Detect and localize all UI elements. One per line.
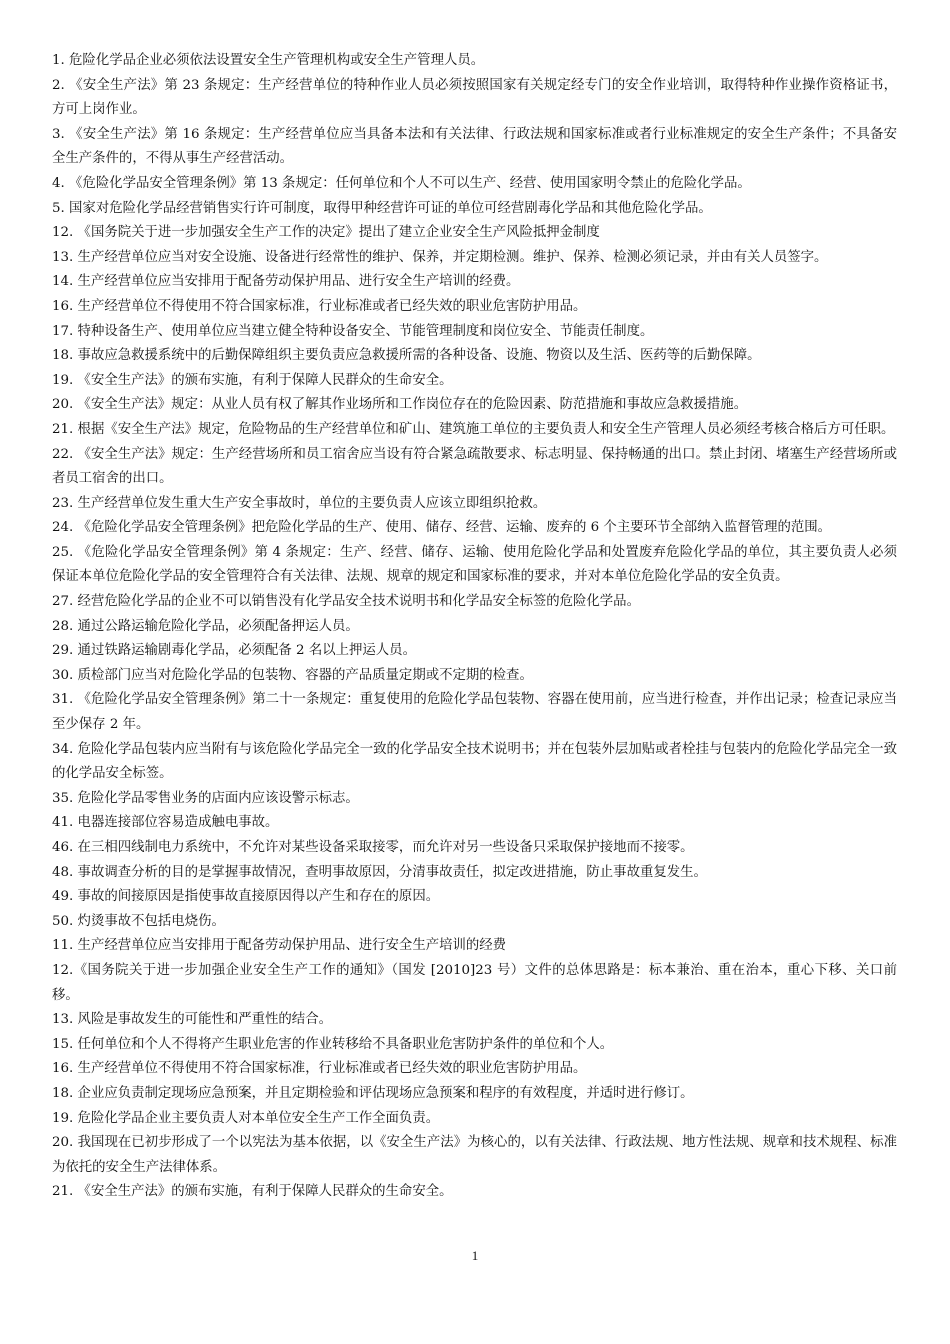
list-item: 16. 生产经营单位不得使用不符合国家标准，行业标准或者已经失效的职业危害防护用品。 <box>52 298 587 314</box>
list-item: 18. 事故应急救援系统中的后勤保障组织主要负责应急救援所需的各种设备、设施、物资以及生活、医药等的后勤保障。 <box>52 348 761 364</box>
list-item: 3. 《安全生产法》第 16 条规定：生产经营单位应当具备本法和有关法律、行政法规和国家标准或者行业标准规定的安全生产条件；不具备安全生产条件的，不得从事生产经营活动。 <box>52 126 897 167</box>
list-item: 30. 质检部门应当对危险化学品的包装物、容器的产品质量定期或不定期的检查。 <box>52 667 533 683</box>
list-item: 48. 事故调查分析的目的是掌握事故情况，查明事故原因，分清事故责任，拟定改进措施，防止事故重复发生。 <box>52 864 707 880</box>
list-item: 21. 根据《安全生产法》规定，危险物品的生产经营单位和矿山、建筑施工单位的主要负责人和安全生产管理人员必须经考核合格后方可任职。 <box>52 421 895 437</box>
list-item: 12.《国务院关于进一步加强企业安全生产工作的通知》（国发 [2010]23 号）文件的总体思路是：标本兼治、重在治本，重心下移、关口前移。 <box>52 962 897 1003</box>
list-item: 15. 任何单位和个人不得将产生职业危害的作业转移给不具备职业危害防护条件的单位和个人。 <box>52 1036 614 1052</box>
list-item: 34. 危险化学品包装内应当附有与该危险化学品完全一致的化学品安全技术说明书；并在包装外层加贴或者栓挂与包装内的危险化学品完全一致的化学品安全标签。 <box>52 741 897 782</box>
list-item: 19. 危险化学品企业主要负责人对本单位安全生产工作全面负责。 <box>52 1110 440 1126</box>
list-item: 2. 《安全生产法》第 23 条规定：生产经营单位的特种作业人员必须按照国家有关规定经专门的安全作业培训，取得特种作业操作资格证书，方可上岗作业。 <box>52 77 897 118</box>
list-item: 16. 生产经营单位不得使用不符合国家标准，行业标准或者已经失效的职业危害防护用品。 <box>52 1061 587 1077</box>
list-item: 18. 企业应负责制定现场应急预案，并且定期检验和评估现场应急预案和程序的有效程度，并适时进行修订。 <box>52 1085 694 1101</box>
list-item: 46. 在三相四线制电力系统中，不允许对某些设备采取接零，而允许对另一些设备只采取保护接地而不接零。 <box>52 840 694 855</box>
list-item: 21. 《安全生产法》的颁布实施，有利于保障人民群众的生命安全。 <box>52 1184 453 1200</box>
list-item: 4. 《危险化学品安全管理条例》第 13 条规定：任何单位和个人不可以生产、经营、使用国家明令禁止的危险化学品。 <box>52 175 751 191</box>
list-item: 49. 事故的间接原因是指使事故直接原因得以产生和存在的原因。 <box>52 889 440 905</box>
list-item: 50. 灼烫事故不包括电烧伤。 <box>52 913 225 929</box>
list-item: 1. 危险化学品企业必须依法设置安全生产管理机构或安全生产管理人员。 <box>52 53 485 68</box>
list-item: 28. 通过公路运输危险化学品，必须配备押运人员。 <box>52 618 359 634</box>
list-item: 14. 生产经营单位应当安排用于配备劳动保护用品、进行安全生产培训的经费。 <box>52 274 520 290</box>
list-item: 19. 《安全生产法》的颁布实施，有利于保障人民群众的生命安全。 <box>52 372 453 388</box>
list-item: 24. 《危险化学品安全管理条例》把危险化学品的生产、使用、储存、经营、运输、废弃的 6 个主要环节全部纳入监督管理的范围。 <box>52 520 832 536</box>
list-item: 12. 《国务院关于进一步加强安全生产工作的决定》提出了建立企业安全生产风险抵押金制度 <box>52 225 600 241</box>
list-item: 27. 经营危险化学品的企业不可以销售没有化学品安全技术说明书和化学品安全标签的危险化学品。 <box>52 594 640 610</box>
list-item: 25. 《危险化学品安全管理条例》第 4 条规定：生产、经营、储存、运输、使用危险化学品和处置废弃危险化学品的单位，其主要负责人必须保证本单位危险化学品的安全管理符合有关法律、法规、规章的规定和国家标准的要求，并对本单位危险化学品的安全负责。 <box>52 544 897 585</box>
list-item: 17. 特种设备生产、使用单位应当建立健全特种设备安全、节能管理制度和岗位安全、节能责任制度。 <box>52 323 654 339</box>
list-item: 29. 通过铁路运输剧毒化学品，必须配备 2 名以上押运人员。 <box>52 643 416 659</box>
list-item: 22. 《安全生产法》规定：生产经营场所和员工宿舍应当设有符合紧急疏散要求、标志明显、保持畅通的出口。禁止封闭、堵塞生产经营场所或者员工宿舍的出口。 <box>52 446 897 487</box>
list-item: 5. 国家对危险化学品经营销售实行许可制度，取得甲种经营许可证的单位可经营剧毒化学品和其他危险化学品。 <box>52 200 712 216</box>
page-number: 1 <box>471 1248 479 1263</box>
list-item: 31. 《危险化学品安全管理条例》第二十一条规定：重复使用的危险化学品包装物、容器在使用前，应当进行检查，并作出记录；检查记录应当至少保存 2 年。 <box>52 692 897 733</box>
document-body <box>52 49 897 1205</box>
list-item: 23. 生产经营单位发生重大生产安全事故时，单位的主要负责人应该立即组织抢救。 <box>52 495 547 511</box>
list-item: 13. 生产经营单位应当对安全设施、设备进行经常性的维护、保养，并定期检测。维护、保养、检测必须记录，并由有关人员签字。 <box>52 249 828 265</box>
list-item: 35. 危险化学品零售业务的店面内应该设警示标志。 <box>52 790 359 806</box>
list-item: 41. 电器连接部位容易造成触电事故。 <box>52 815 279 831</box>
list-item: 13. 风险是事故发生的可能性和严重性的结合。 <box>52 1012 332 1028</box>
list-item: 11. 生产经营单位应当安排用于配备劳动保护用品、进行安全生产培训的经费 <box>52 938 507 954</box>
list-item: 20. 《安全生产法》规定：从业人员有权了解其作业场所和工作岗位存在的危险因素、防范措施和事故应急救援措施。 <box>52 397 748 413</box>
list-item: 20. 我国现在已初步形成了一个以宪法为基本依据，以《安全生产法》为核心的，以有关法律、行政法规、地方性法规、规章和技术规程、标准为依托的安全生产法律体系。 <box>52 1135 897 1175</box>
